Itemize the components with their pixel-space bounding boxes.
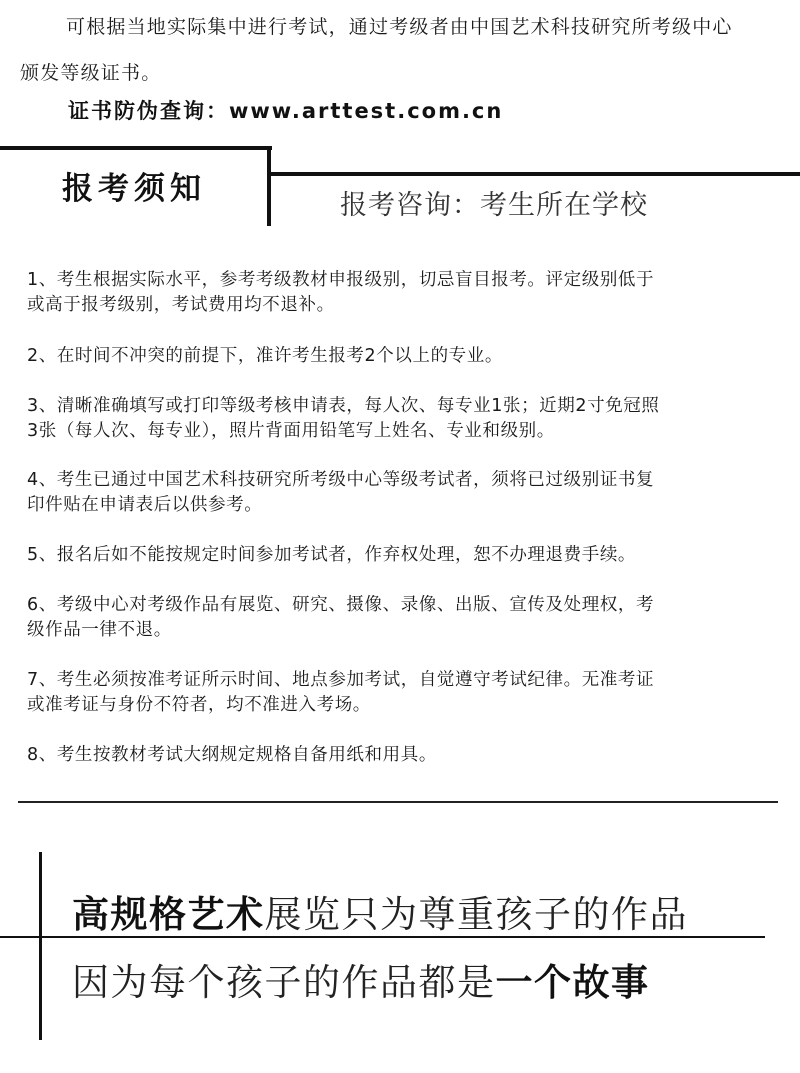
section-title: 报考须知 <box>62 171 206 207</box>
intro-line-2: 颁发等级证书。 <box>20 62 162 84</box>
section-divider <box>18 801 778 803</box>
slogan-line-2-rest: 因为每个孩子的作品都是 <box>72 961 496 1004</box>
header-line-left <box>0 146 272 150</box>
cert-query <box>68 95 503 125</box>
notice-item-7: 7、考生必须按准考证所示时间、地点参加考试，自觉遵守考试纪律。无准考证 或准考证与身份不符者，均不准进入考场。 <box>27 670 655 715</box>
slogan-line-2-bold: 一个故事 <box>495 961 650 1004</box>
slogan-line-1-rest: 展览只为尊重孩子的作品 <box>264 893 688 936</box>
notice-item-5: 5、报名后如不能按规定时间参加考试者，作弃权处理，恕不办理退费手续。 <box>27 545 637 565</box>
slogan-line-1 <box>72 884 688 938</box>
slogan-vertical-line <box>39 852 42 1040</box>
consult-info: 报考咨询：考生所在学校 <box>340 190 648 221</box>
notice-item-6: 6、考级中心对考级作品有展览、研究、摄像、录像、出版、宣传及处理权，考 级作品一律不退。 <box>27 595 655 640</box>
notice-item-4: 4、考生已通过中国艺术科技研究所考级中心等级考试者，须将已过级别证书复 印件贴在申请表后以供参考。 <box>27 470 655 515</box>
notice-item-1: 1、考生根据实际水平，参考考级教材申报级别，切忌盲目报考。评定级别低于 或高于报考级别，考试费用均不退补。 <box>27 270 655 315</box>
notice-item-3: 3、清晰准确填写或打印等级考核申请表，每人次、每专业1张；近期2寸免冠照 3张（每人次、每专业），照片背面用铅笔写上姓名、专业和级别。 <box>27 396 660 441</box>
intro-line-1: 可根据当地实际集中进行考试，通过考级者由中国艺术科技研究所考级中心 <box>66 16 733 38</box>
header-line-right <box>267 172 800 176</box>
slogan-line-1-bold: 高规格艺术 <box>72 893 265 936</box>
notice-item-2: 2、在时间不冲突的前提下，准许考生报考2个以上的专业。 <box>27 346 503 366</box>
header-line-vertical <box>267 146 271 226</box>
cert-query-label: 证书防伪查询： <box>68 99 229 123</box>
notice-item-8: 8、考生按教材考试大纲规定规格自备用纸和用具。 <box>27 745 437 765</box>
slogan-line-2 <box>72 952 650 1006</box>
cert-query-url[interactable]: www.arttest.com.cn <box>229 99 504 123</box>
